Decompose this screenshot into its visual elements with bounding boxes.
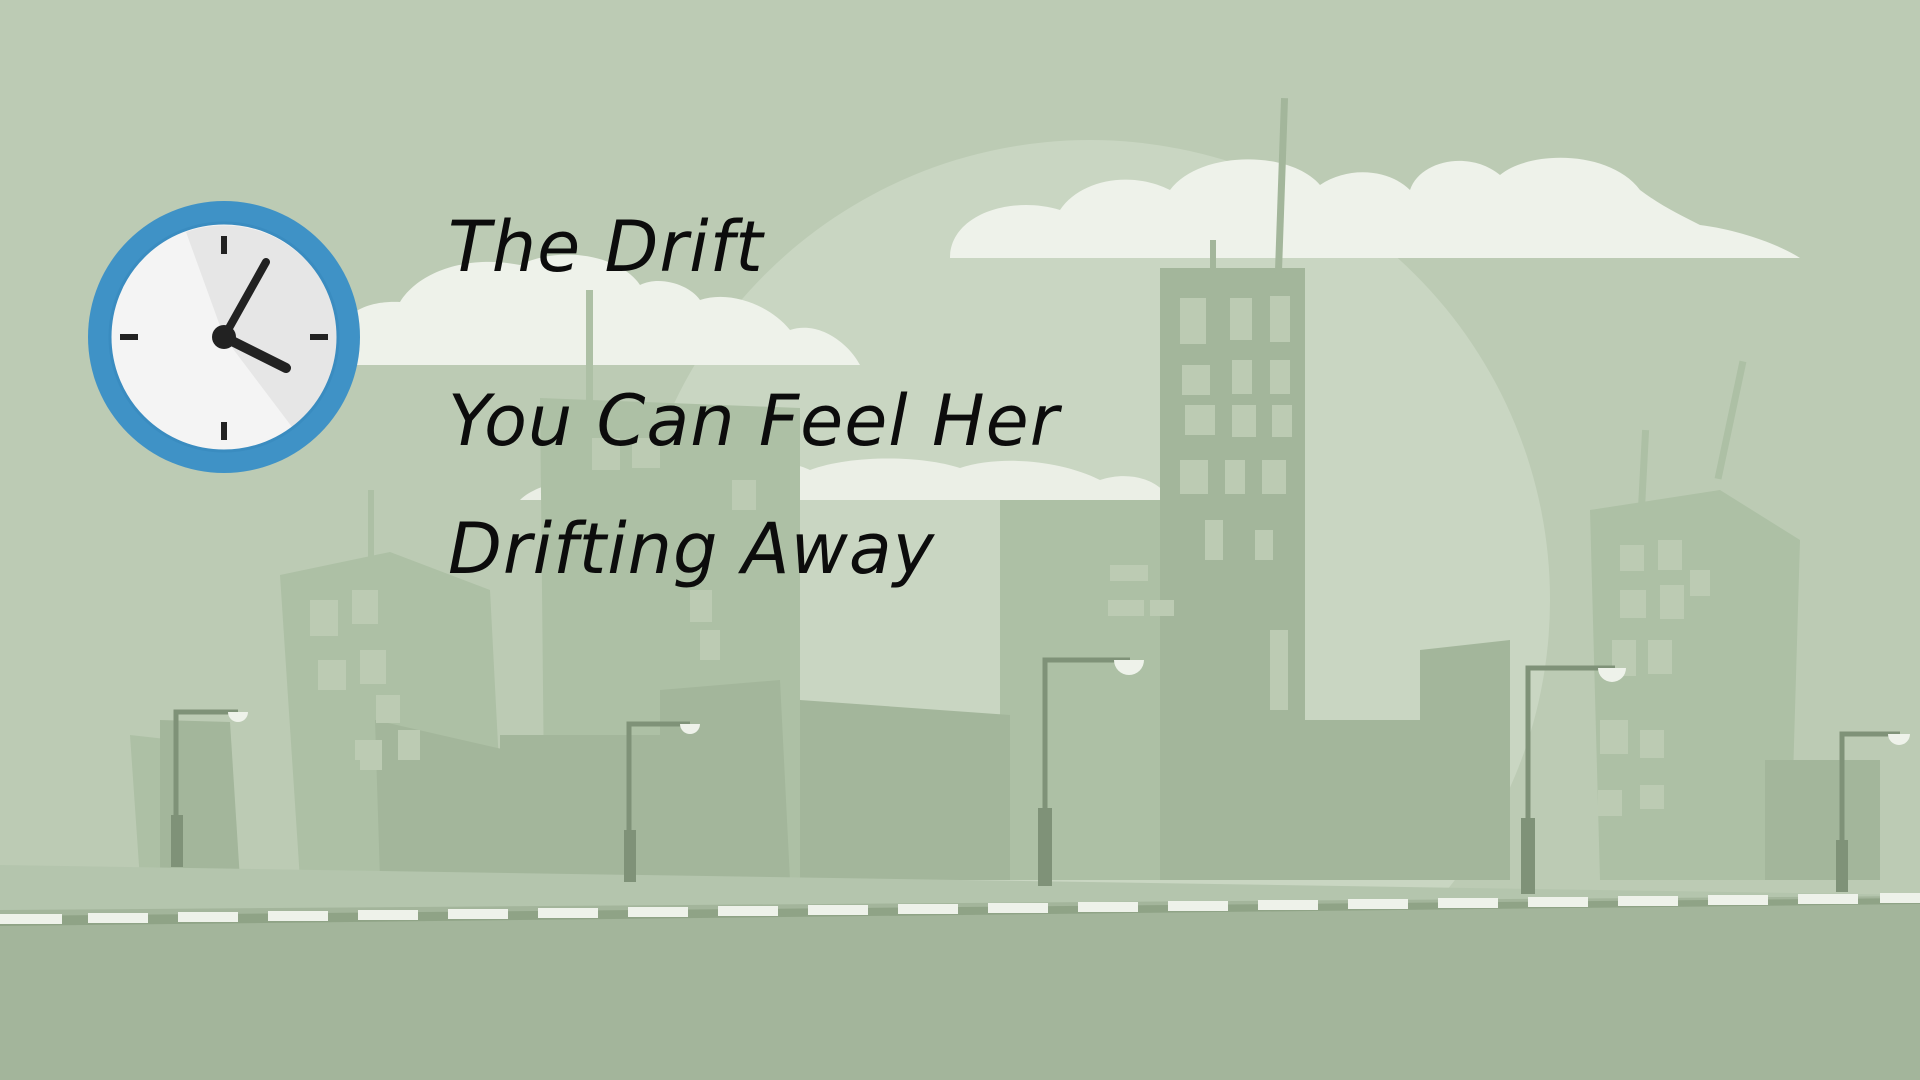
song-title: The Drift — [448, 206, 764, 288]
lyric-line-2: Drifting Away — [448, 508, 936, 590]
lyric-line-1: You Can Feel Her — [448, 380, 1060, 462]
clock-icon — [88, 201, 360, 473]
